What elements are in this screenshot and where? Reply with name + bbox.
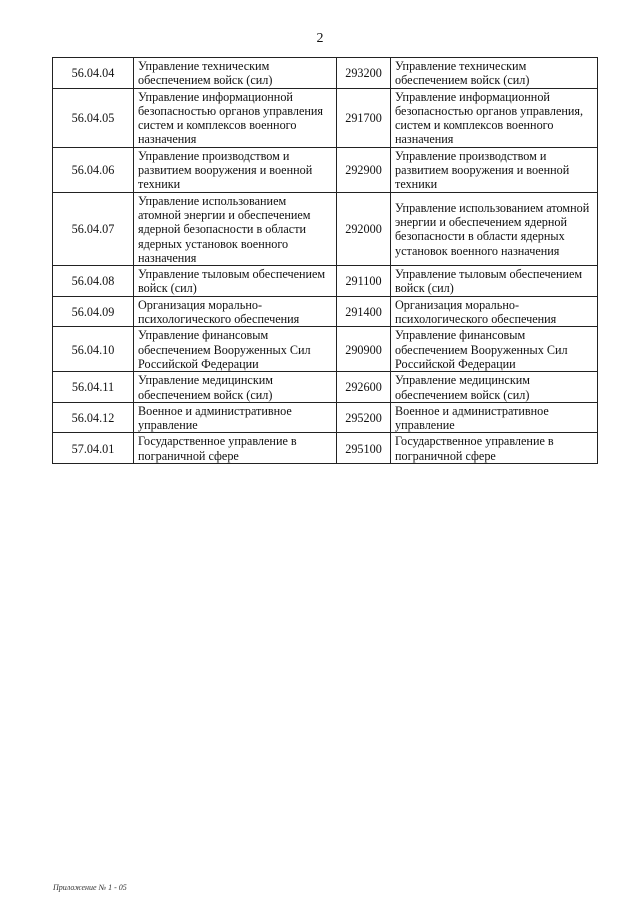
row-name: Управление тыловым обеспечением войск (сил): [134, 266, 337, 297]
row-number: 293200: [337, 58, 391, 89]
row-name: Управление использованием атомной энергии и обеспечением ядерной безопасности в области ядерных установок военного назначения: [134, 192, 337, 265]
row-name-equivalent: Управление финансовым обеспечением Вооруженных Сил Российской Федерации: [391, 327, 598, 372]
table-row: [53, 147, 598, 192]
row-name: Управление финансовым обеспечением Вооруженных Сил Российской Федерации: [134, 327, 337, 372]
row-code: 56.04.06: [53, 147, 134, 192]
row-name-equivalent: Управление информационной безопасностью органов управления, систем и комплексов военного назначения: [391, 88, 598, 147]
row-code: 57.04.01: [53, 433, 134, 464]
table-row: [53, 58, 598, 89]
row-code: 56.04.08: [53, 266, 134, 297]
row-name-equivalent: Управление техническим обеспечением войск (сил): [391, 58, 598, 89]
row-name: Управление медицинским обеспечением войск (сил): [134, 372, 337, 403]
specialty-table: [52, 57, 598, 464]
row-number: 291700: [337, 88, 391, 147]
table-row: [53, 192, 598, 265]
row-name-equivalent: Военное и административное управление: [391, 402, 598, 433]
row-code: 56.04.05: [53, 88, 134, 147]
table-row: [53, 372, 598, 403]
row-number: 291400: [337, 296, 391, 327]
row-number: 292000: [337, 192, 391, 265]
row-name: Государственное управление в пограничной сфере: [134, 433, 337, 464]
row-name-equivalent: Государственное управление в пограничной сфере: [391, 433, 598, 464]
table-row: [53, 402, 598, 433]
row-number: 292900: [337, 147, 391, 192]
row-name-equivalent: Организация морально-психологического обеспечения: [391, 296, 598, 327]
row-name-equivalent: Управление медицинским обеспечением войск (сил): [391, 372, 598, 403]
row-code: 56.04.12: [53, 402, 134, 433]
row-name: Управление информационной безопасностью органов управления систем и комплексов военного назначения: [134, 88, 337, 147]
table-row: [53, 327, 598, 372]
row-name: Управление техническим обеспечением войск (сил): [134, 58, 337, 89]
footer-annotation: Приложение № 1 - 05: [53, 883, 127, 892]
row-number: 290900: [337, 327, 391, 372]
row-name-equivalent: Управление использованием атомной энергии и обеспечением ядерной безопасности в области ядерных установок военного назначения: [391, 192, 598, 265]
row-number: 295200: [337, 402, 391, 433]
table-row: [53, 266, 598, 297]
row-code: 56.04.07: [53, 192, 134, 265]
table-row: [53, 88, 598, 147]
row-code: 56.04.09: [53, 296, 134, 327]
table-row: [53, 433, 598, 464]
row-number: 292600: [337, 372, 391, 403]
page-number: 2: [316, 31, 324, 46]
row-name-equivalent: Управление тыловым обеспечением войск (сил): [391, 266, 598, 297]
row-code: 56.04.04: [53, 58, 134, 89]
row-code: 56.04.11: [53, 372, 134, 403]
row-name: Управление производством и развитием вооружения и военной техники: [134, 147, 337, 192]
table-row: [53, 296, 598, 327]
row-name-equivalent: Управление производством и развитием вооружения и военной техники: [391, 147, 598, 192]
row-number: 291100: [337, 266, 391, 297]
row-code: 56.04.10: [53, 327, 134, 372]
row-number: 295100: [337, 433, 391, 464]
row-name: Военное и административное управление: [134, 402, 337, 433]
row-name: Организация морально-психологического обеспечения: [134, 296, 337, 327]
